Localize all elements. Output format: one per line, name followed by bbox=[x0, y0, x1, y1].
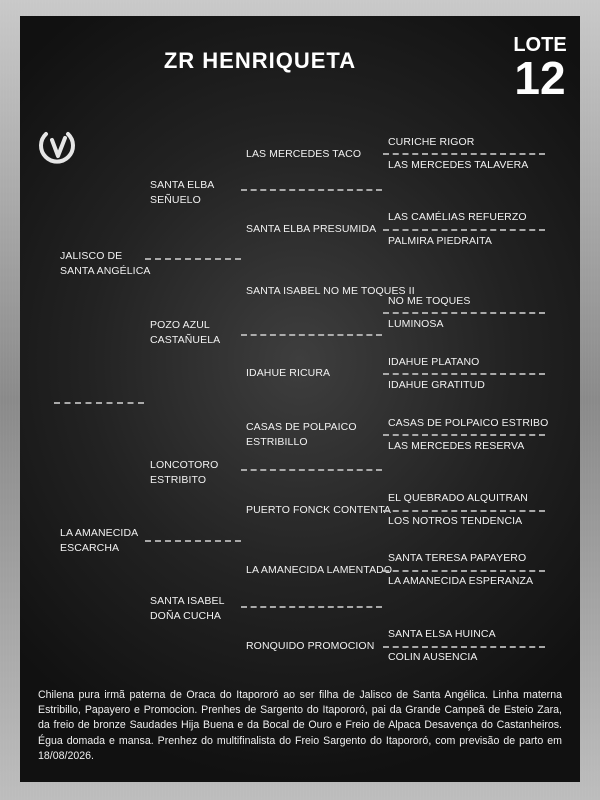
ancestor-g3-1: LAS MERCEDES TACO bbox=[246, 148, 362, 160]
ancestor-g4-12: LOS NOTROS TENDENCIA bbox=[388, 515, 523, 527]
ancestor-g4-7: IDAHUE PLATANO bbox=[388, 356, 480, 368]
ancestor-g4-13: SANTA TERESA PAPAYERO bbox=[388, 552, 527, 564]
dam-dam-name: SANTA ISABEL DOÑA CUCHA bbox=[150, 595, 225, 622]
ancestor-g4-4: PALMIRA PIEDRAITA bbox=[388, 235, 493, 247]
ancestor-g3-8: RONQUIDO PROMOCION bbox=[246, 640, 375, 652]
ancestor-g4-8: IDAHUE GRATITUD bbox=[388, 379, 485, 391]
pedigree-line bbox=[241, 606, 382, 608]
ancestor-g3-6: PUERTO FONCK CONTENTA bbox=[246, 504, 392, 516]
pedigree-line bbox=[383, 570, 545, 572]
pedigree-line bbox=[241, 334, 382, 336]
pedigree-line bbox=[54, 402, 144, 404]
pedigree-line bbox=[241, 189, 382, 191]
ancestor-g4-14: LA AMANECIDA ESPERANZA bbox=[388, 575, 534, 587]
ancestor-g4-10: LAS MERCEDES RESERVA bbox=[388, 440, 525, 452]
pedigree-line bbox=[383, 434, 545, 436]
lot-number: 12 bbox=[514, 52, 566, 104]
pedigree-line bbox=[241, 469, 382, 471]
horse-description: Chilena pura irmã paterna de Oraca do Itapororó ao ser filha de Jalisco de Santa Angélica. Linha materna Estribillo, Papayero e Promocion. Prenhes de Sargento do Itapororó, pai da Grande Campeã de Esteio Zara, da freio de bronze Saudades Hija Buena e da Bocal de Ouro e Freio de Alpaca Desavença do Castanheiros. Égua domada e mansa. Prenhez do multifinalista do Freio Sargento do Itapororó, com previsão de parto em 18/08/2026. bbox=[38, 689, 562, 762]
dam-name: LA AMANECIDA ESCARCHA bbox=[60, 527, 139, 554]
pedigree-line bbox=[383, 229, 545, 231]
ancestor-g4-5: NO ME TOQUES bbox=[388, 295, 471, 307]
pedigree-line bbox=[145, 540, 241, 542]
ancestor-g3-3: SANTA ISABEL NO ME TOQUES II bbox=[246, 285, 415, 297]
pedigree-line bbox=[145, 258, 241, 260]
ancestor-g4-16: COLIN AUSENCIA bbox=[388, 651, 478, 663]
ancestor-g3-2: SANTA ELBA PRESUMIDA bbox=[246, 223, 377, 235]
ancestor-g4-11: EL QUEBRADO ALQUITRAN bbox=[388, 492, 528, 504]
ancestor-g3-7: LA AMANECIDA LAMENTADO bbox=[246, 564, 393, 576]
sire-sire-name: SANTA ELBA SEÑUELO bbox=[150, 179, 215, 206]
dam-sire-name: LONCOTORO ESTRIBITO bbox=[150, 459, 219, 486]
ancestor-g4-1: CURICHE RIGOR bbox=[388, 136, 475, 148]
ancestor-g4-6: LUMINOSA bbox=[388, 318, 444, 330]
lot-label: LOTE bbox=[513, 34, 567, 56]
pedigree-line bbox=[383, 510, 545, 512]
ancestor-g4-2: LAS MERCEDES TALAVERA bbox=[388, 159, 529, 171]
horse-name-title: ZR HENRIQUETA bbox=[163, 48, 357, 73]
pedigree-line bbox=[383, 646, 545, 648]
ancestor-g3-5: CASAS DE POLPAICO ESTRIBILLO bbox=[246, 421, 357, 448]
ancestor-g4-9: CASAS DE POLPAICO ESTRIBO bbox=[388, 417, 549, 429]
pedigree-line bbox=[383, 373, 545, 375]
sire-name: JALISCO DE SANTA ANGÉLICA bbox=[60, 250, 151, 277]
pedigree-line bbox=[383, 312, 545, 314]
brand-logo-icon bbox=[38, 126, 78, 168]
ancestor-g3-4: IDAHUE RICURA bbox=[246, 367, 331, 379]
ancestor-g4-15: SANTA ELSA HUINCA bbox=[388, 628, 496, 640]
pedigree-line bbox=[383, 153, 545, 155]
dark-panel bbox=[20, 16, 580, 782]
sire-dam-name: POZO AZUL CASTAÑUELA bbox=[150, 319, 221, 346]
ancestor-g4-3: LAS CAMÉLIAS REFUERZO bbox=[388, 211, 527, 223]
